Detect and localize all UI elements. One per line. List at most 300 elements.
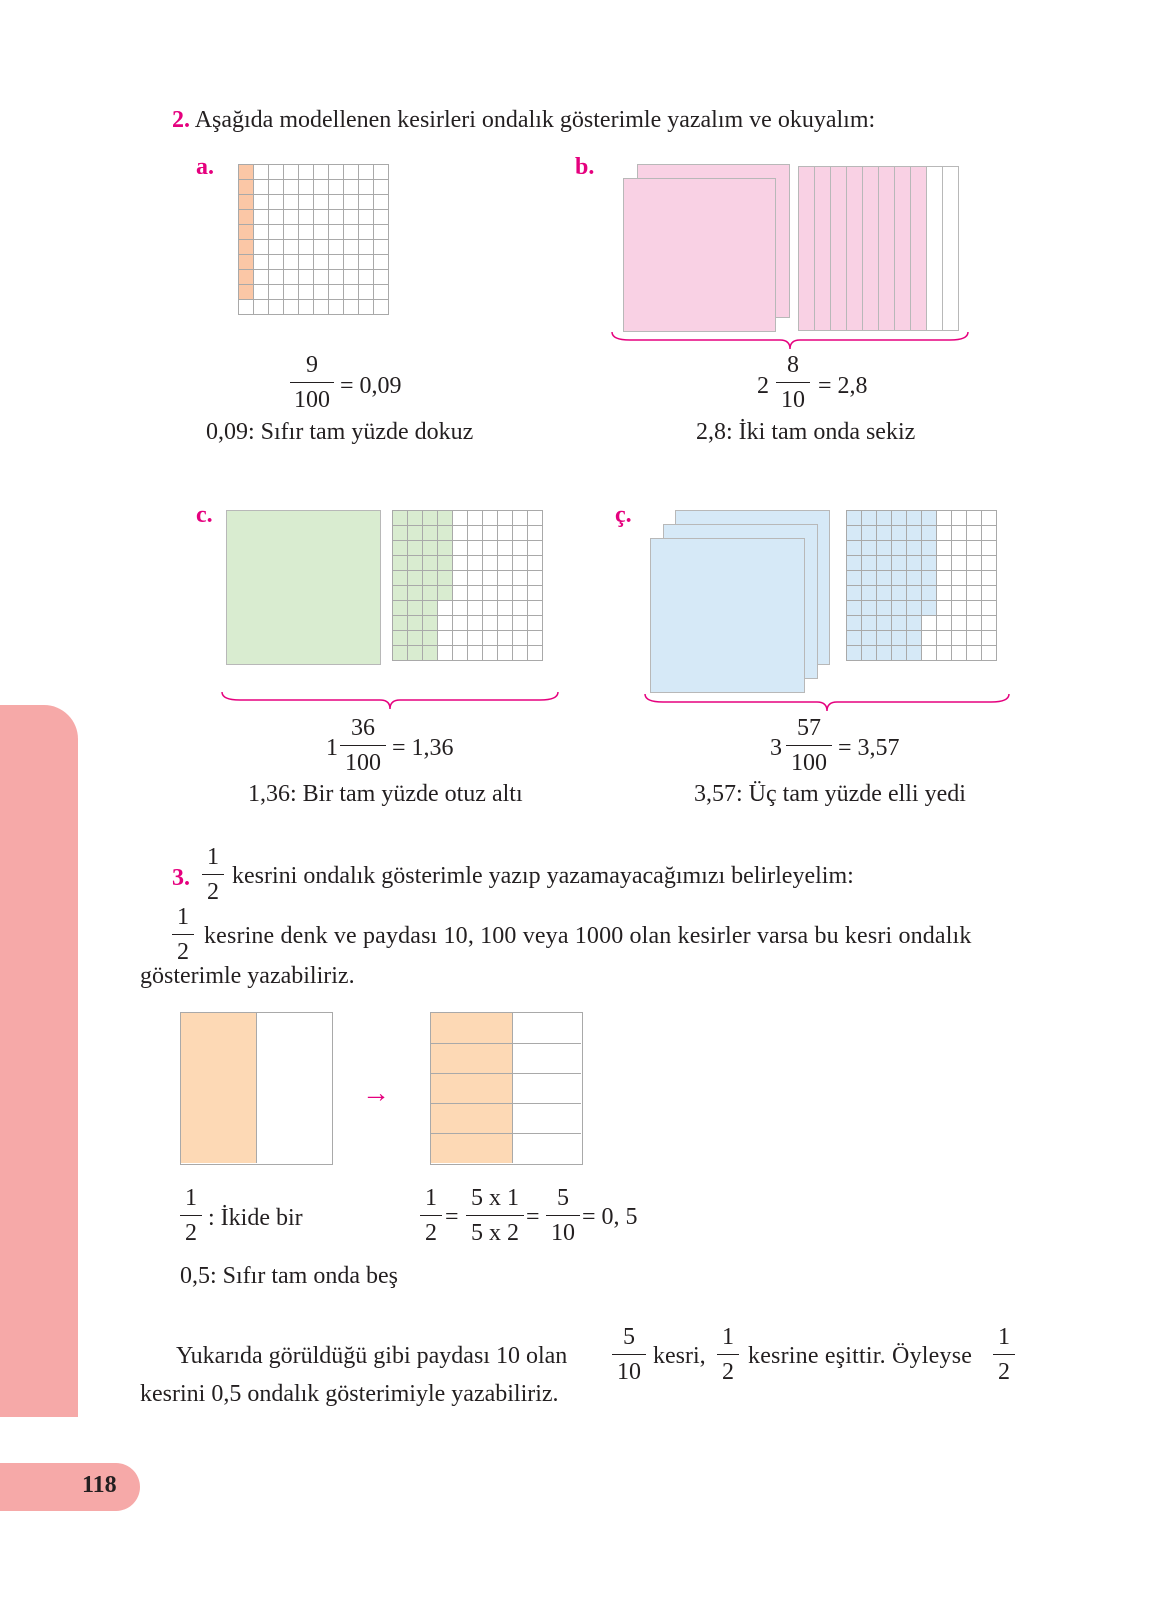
- tenths-strips-b: [798, 166, 966, 331]
- numerator: 1: [425, 1185, 437, 1211]
- grid-cell: [284, 165, 299, 180]
- denominator: 5 x 2: [471, 1220, 519, 1246]
- q2cc-label: ç.: [615, 502, 632, 528]
- grid-cell: [952, 631, 967, 646]
- grid-cell: [284, 285, 299, 300]
- grid-cell: [952, 541, 967, 556]
- grid-cell: [299, 285, 314, 300]
- grid-cell: [314, 180, 329, 195]
- grid-cell-shaded: [862, 556, 877, 571]
- q2cc-fraction: [786, 716, 832, 775]
- grid-cell: [483, 601, 498, 616]
- grid-cell: [269, 270, 284, 285]
- q2-heading: [172, 106, 875, 135]
- grid-cell: [937, 601, 952, 616]
- grid-cell: [254, 195, 269, 210]
- grid-cell-shaded: [423, 526, 438, 541]
- grid-cell: [329, 300, 344, 315]
- grid-cell-shaded: [423, 616, 438, 631]
- grid-cell-shaded: [907, 586, 922, 601]
- grid-cell-shaded: [239, 240, 254, 255]
- grid-cell: [314, 240, 329, 255]
- grid-cell: [952, 586, 967, 601]
- grid-cell: [513, 556, 528, 571]
- conclusion-fraction-2: [717, 1325, 739, 1384]
- q3-line1: kesrini ondalık gösterimle yazıp yazamayacağımızı belirleyelim:: [232, 863, 854, 889]
- grid-cell-shaded: [862, 631, 877, 646]
- grid-cell: [952, 646, 967, 661]
- grid-cell-shaded: [907, 616, 922, 631]
- tenth-strip: [926, 166, 943, 331]
- grid-cell-shaded: [423, 511, 438, 526]
- grid-cell: [528, 511, 543, 526]
- grid-cell: [359, 285, 374, 300]
- eq-result: = 0, 5: [582, 1204, 638, 1230]
- grid-cell: [284, 270, 299, 285]
- q2b-result: = 2,8: [818, 373, 868, 399]
- conclusion-fraction-1: [612, 1325, 646, 1384]
- grid-cell-shaded: [862, 586, 877, 601]
- grid-cell: [498, 646, 513, 661]
- fraction-bar: [993, 1354, 1015, 1355]
- grid-cell: [314, 165, 329, 180]
- tenth-cell: [513, 1013, 581, 1043]
- q2c-label: c.: [196, 502, 213, 528]
- q3-half-fraction: [202, 845, 224, 904]
- grid-cell-shaded: [922, 601, 937, 616]
- grid-svg: [846, 510, 997, 661]
- grid-cell-shaded: [892, 586, 907, 601]
- grid-cell: [344, 195, 359, 210]
- tenth-cell-shaded: [431, 1133, 513, 1163]
- hundred-grid-c: [392, 510, 542, 660]
- grid-cell: [982, 586, 997, 601]
- grid-cell: [344, 165, 359, 180]
- grid-cell: [299, 300, 314, 315]
- grid-cell: [982, 556, 997, 571]
- tenth-strip-shaded: [878, 166, 895, 331]
- q2a-label: a.: [196, 154, 214, 180]
- grid-cell: [498, 601, 513, 616]
- grid-cell-shaded: [877, 571, 892, 586]
- grid-cell: [254, 300, 269, 315]
- grid-cell: [374, 285, 389, 300]
- grid-cell: [937, 511, 952, 526]
- grid-cell-shaded: [922, 571, 937, 586]
- grid-cell: [513, 631, 528, 646]
- conclusion-fraction-3: [993, 1325, 1015, 1384]
- grid-cell: [498, 631, 513, 646]
- tenth-strip-shaded: [798, 166, 815, 331]
- q2a-numerator: 9: [306, 352, 318, 378]
- grid-cell-shaded: [393, 616, 408, 631]
- eq-fraction-1: [420, 1186, 442, 1245]
- grid-cell-shaded: [438, 556, 453, 571]
- grid-cell-shaded: [922, 526, 937, 541]
- grid-cell-shaded: [907, 631, 922, 646]
- grid-cell-shaded: [847, 526, 862, 541]
- grid-cell-shaded: [408, 586, 423, 601]
- grid-cell: [513, 601, 528, 616]
- grid-cell-shaded: [239, 165, 254, 180]
- grid-cell: [359, 165, 374, 180]
- grid-cell-shaded: [408, 631, 423, 646]
- numerator: 5 x 1: [471, 1185, 519, 1211]
- blue-whole-front: [650, 538, 805, 693]
- grid-cell: [329, 285, 344, 300]
- grid-cell: [329, 270, 344, 285]
- grid-cell: [299, 240, 314, 255]
- grid-cell: [937, 586, 952, 601]
- grid-cell: [269, 195, 284, 210]
- grid-cell: [239, 300, 254, 315]
- grid-cell: [468, 601, 483, 616]
- half-shaded: [181, 1013, 257, 1163]
- grid-cell: [483, 541, 498, 556]
- denominator: 10: [617, 1359, 641, 1385]
- grid-cell: [468, 616, 483, 631]
- grid-cell: [967, 571, 982, 586]
- grid-cell: [937, 616, 952, 631]
- grid-cell: [329, 165, 344, 180]
- page-number: 118: [82, 1472, 117, 1498]
- grid-cell: [483, 571, 498, 586]
- tenth-strip-shaded: [862, 166, 879, 331]
- grid-cell: [254, 180, 269, 195]
- grid-cell-shaded: [877, 631, 892, 646]
- grid-cell: [453, 646, 468, 661]
- grid-cell: [359, 180, 374, 195]
- grid-cell: [254, 270, 269, 285]
- q2cc-whole: 3: [770, 735, 782, 761]
- grid-cell: [359, 240, 374, 255]
- q3-number: 3.: [172, 865, 190, 891]
- grid-cell: [269, 285, 284, 300]
- grid-cell: [453, 616, 468, 631]
- grid-cell-shaded: [239, 225, 254, 240]
- denominator: 2: [425, 1220, 437, 1246]
- grid-cell-shaded: [877, 526, 892, 541]
- grid-cell: [937, 556, 952, 571]
- denominator: 10: [551, 1220, 575, 1246]
- grid-cell: [284, 300, 299, 315]
- fraction-bar: [420, 1215, 442, 1216]
- grid-cell: [299, 255, 314, 270]
- tenth-cell-shaded: [431, 1013, 513, 1043]
- grid-cell-shaded: [862, 541, 877, 556]
- grid-cell-shaded: [438, 511, 453, 526]
- grid-cell-shaded: [847, 571, 862, 586]
- grid-cell: [468, 511, 483, 526]
- grid-cell: [513, 571, 528, 586]
- grid-cell: [498, 511, 513, 526]
- grid-cell-shaded: [877, 541, 892, 556]
- grid-cell-shaded: [239, 255, 254, 270]
- grid-cell: [299, 165, 314, 180]
- q3-reading: 0,5: Sıfır tam onda beş: [180, 1263, 398, 1289]
- q2cc-numerator: 57: [797, 715, 821, 741]
- q2c-numerator: 36: [351, 715, 375, 741]
- grid-cell-shaded: [862, 616, 877, 631]
- grid-cell: [937, 541, 952, 556]
- conclusion-part3: kesrine eşittir. Öyleyse: [748, 1343, 973, 1369]
- grid-cell-shaded: [423, 556, 438, 571]
- tenth-cell: [513, 1103, 581, 1133]
- tenth-strip-shaded: [846, 166, 863, 331]
- grid-cell-shaded: [862, 571, 877, 586]
- grid-cell: [982, 541, 997, 556]
- grid-cell: [922, 616, 937, 631]
- q2-text: Aşağıda modellenen kesirleri ondalık gösterimle yazalım ve okuyalım:: [194, 107, 876, 133]
- grid-cell-shaded: [877, 601, 892, 616]
- grid-cell: [498, 526, 513, 541]
- grid-cell-shaded: [423, 586, 438, 601]
- grid-cell: [374, 225, 389, 240]
- grid-cell: [344, 225, 359, 240]
- grid-cell: [314, 285, 329, 300]
- fraction-bar: [466, 1215, 524, 1216]
- grid-cell-shaded: [862, 601, 877, 616]
- grid-cell-shaded: [847, 511, 862, 526]
- grid-cell-shaded: [239, 270, 254, 285]
- grid-cell: [374, 255, 389, 270]
- grid-cell: [453, 526, 468, 541]
- grid-cell-shaded: [922, 586, 937, 601]
- grid-cell: [513, 541, 528, 556]
- grid-cell: [528, 571, 543, 586]
- grid-cell: [374, 240, 389, 255]
- q2b-numerator: 8: [787, 352, 799, 378]
- grid-cell-shaded: [907, 646, 922, 661]
- grid-cell: [359, 270, 374, 285]
- grid-cell: [438, 601, 453, 616]
- tenth-cell-shaded: [431, 1073, 513, 1103]
- grid-cell-shaded: [877, 616, 892, 631]
- grid-cell: [254, 165, 269, 180]
- q2a-reading: 0,09: Sıfır tam yüzde dokuz: [206, 419, 474, 445]
- grid-cell-shaded: [907, 526, 922, 541]
- grid-cell-shaded: [423, 571, 438, 586]
- grid-cell: [468, 646, 483, 661]
- grid-cell: [314, 270, 329, 285]
- grid-cell: [952, 526, 967, 541]
- grid-cell: [982, 571, 997, 586]
- grid-cell: [967, 601, 982, 616]
- grid-cell: [483, 511, 498, 526]
- fraction-bar: [180, 1215, 202, 1216]
- grid-cell-shaded: [922, 511, 937, 526]
- grid-cell: [952, 556, 967, 571]
- fraction-bar: [546, 1215, 580, 1216]
- grid-cell-shaded: [408, 646, 423, 661]
- grid-cell: [254, 240, 269, 255]
- tenth-strip-shaded: [894, 166, 911, 331]
- q2b-whole: 2: [757, 373, 769, 399]
- brace-cc: [643, 692, 1011, 714]
- grid-cell-shaded: [892, 526, 907, 541]
- grid-cell: [269, 255, 284, 270]
- grid-cell-shaded: [907, 556, 922, 571]
- grid-cell-shaded: [892, 631, 907, 646]
- grid-cell: [513, 616, 528, 631]
- grid-cell: [982, 511, 997, 526]
- fraction-bar: [290, 382, 334, 383]
- grid-cell: [528, 556, 543, 571]
- grid-cell: [483, 556, 498, 571]
- grid-cell-shaded: [847, 631, 862, 646]
- grid-cell-shaded: [907, 601, 922, 616]
- grid-cell-shaded: [847, 541, 862, 556]
- green-whole: [226, 510, 381, 665]
- q2c-reading: 1,36: Bir tam yüzde otuz altı: [248, 781, 523, 807]
- grid-cell: [982, 616, 997, 631]
- grid-cell: [483, 586, 498, 601]
- grid-cell: [468, 631, 483, 646]
- arrow-icon: →: [362, 1078, 390, 1109]
- grid-cell: [314, 225, 329, 240]
- grid-cell: [937, 631, 952, 646]
- grid-cell-shaded: [907, 571, 922, 586]
- grid-cell-shaded: [892, 511, 907, 526]
- grid-cell: [254, 285, 269, 300]
- grid-cell: [269, 225, 284, 240]
- grid-cell: [528, 616, 543, 631]
- numerator: 5: [623, 1324, 635, 1350]
- grid-cell: [299, 180, 314, 195]
- grid-cell-shaded: [423, 646, 438, 661]
- grid-cell-shaded: [892, 646, 907, 661]
- grid-cell: [438, 631, 453, 646]
- grid-cell: [299, 270, 314, 285]
- eq-sign-1: =: [445, 1204, 459, 1230]
- grid-cell: [374, 165, 389, 180]
- grid-cell-shaded: [847, 616, 862, 631]
- grid-cell: [967, 541, 982, 556]
- grid-cell: [468, 556, 483, 571]
- q2cc-result: = 3,57: [838, 735, 900, 761]
- grid-cell: [967, 511, 982, 526]
- grid-cell-shaded: [393, 586, 408, 601]
- q2b-label: b.: [575, 154, 595, 180]
- grid-cell-shaded: [239, 210, 254, 225]
- grid-cell: [314, 300, 329, 315]
- grid-cell-shaded: [877, 646, 892, 661]
- q2a-fraction: [290, 353, 334, 412]
- grid-cell: [453, 601, 468, 616]
- grid-svg: [392, 510, 543, 661]
- grid-cell: [374, 195, 389, 210]
- fraction-bar: [172, 934, 194, 935]
- tenths-model: [430, 1012, 583, 1165]
- grid-cell: [284, 225, 299, 240]
- grid-cell-shaded: [239, 195, 254, 210]
- grid-cell: [513, 526, 528, 541]
- grid-cell-shaded: [847, 556, 862, 571]
- denominator: 2: [998, 1359, 1010, 1385]
- grid-cell: [299, 210, 314, 225]
- grid-cell-shaded: [892, 571, 907, 586]
- denominator: 2: [207, 879, 219, 905]
- grid-cell: [468, 586, 483, 601]
- tenth-cell-shaded: [431, 1103, 513, 1133]
- grid-cell: [937, 571, 952, 586]
- grid-cell: [982, 631, 997, 646]
- grid-cell: [952, 616, 967, 631]
- grid-cell-shaded: [393, 541, 408, 556]
- grid-cell: [528, 541, 543, 556]
- grid-cell: [528, 631, 543, 646]
- grid-cell: [513, 586, 528, 601]
- grid-cell: [329, 255, 344, 270]
- grid-cell: [967, 556, 982, 571]
- grid-cell: [329, 225, 344, 240]
- grid-cell: [284, 255, 299, 270]
- grid-cell: [498, 571, 513, 586]
- grid-cell: [453, 586, 468, 601]
- grid-cell: [344, 180, 359, 195]
- grid-cell: [483, 526, 498, 541]
- grid-cell: [359, 255, 374, 270]
- denominator: 2: [722, 1359, 734, 1385]
- hundred-grid-a: [238, 164, 388, 314]
- grid-cell: [982, 526, 997, 541]
- grid-cell-shaded: [408, 556, 423, 571]
- tenth-strip: [942, 166, 959, 331]
- conclusion-line2: kesrini 0,5 ondalık gösterimiyle yazabiliriz.: [140, 1381, 559, 1407]
- brace-c: [220, 690, 560, 712]
- q2cc-denominator: 100: [791, 750, 827, 776]
- grid-cell-shaded: [438, 541, 453, 556]
- grid-cell: [498, 541, 513, 556]
- grid-cell-shaded: [847, 646, 862, 661]
- tenth-strip-shaded: [814, 166, 831, 331]
- grid-cell: [269, 240, 284, 255]
- grid-cell-shaded: [408, 511, 423, 526]
- grid-cell-shaded: [408, 616, 423, 631]
- grid-cell: [922, 646, 937, 661]
- grid-cell: [528, 526, 543, 541]
- grid-cell: [344, 210, 359, 225]
- q3-line2: kesrine denk ve paydası 10, 100 veya 1000 olan kesirler varsa bu kesri ondalık: [204, 923, 972, 949]
- grid-cell-shaded: [847, 601, 862, 616]
- grid-cell: [314, 210, 329, 225]
- fraction-bar: [202, 874, 224, 875]
- grid-cell-shaded: [892, 616, 907, 631]
- q2b-reading: 2,8: İki tam onda sekiz: [696, 419, 916, 445]
- numerator: 1: [722, 1324, 734, 1350]
- grid-cell: [344, 255, 359, 270]
- grid-cell-shaded: [892, 541, 907, 556]
- q2c-denominator: 100: [345, 750, 381, 776]
- half-fraction-label: [180, 1186, 202, 1245]
- grid-cell-shaded: [907, 541, 922, 556]
- grid-cell: [468, 541, 483, 556]
- grid-cell: [498, 556, 513, 571]
- grid-cell-shaded: [892, 556, 907, 571]
- grid-cell: [329, 210, 344, 225]
- grid-cell: [254, 225, 269, 240]
- grid-cell: [528, 601, 543, 616]
- grid-cell: [284, 195, 299, 210]
- grid-cell: [952, 511, 967, 526]
- grid-cell-shaded: [393, 511, 408, 526]
- grid-cell: [299, 225, 314, 240]
- grid-cell: [344, 300, 359, 315]
- grid-cell: [498, 586, 513, 601]
- grid-cell: [269, 210, 284, 225]
- grid-cell: [329, 195, 344, 210]
- grid-cell: [329, 180, 344, 195]
